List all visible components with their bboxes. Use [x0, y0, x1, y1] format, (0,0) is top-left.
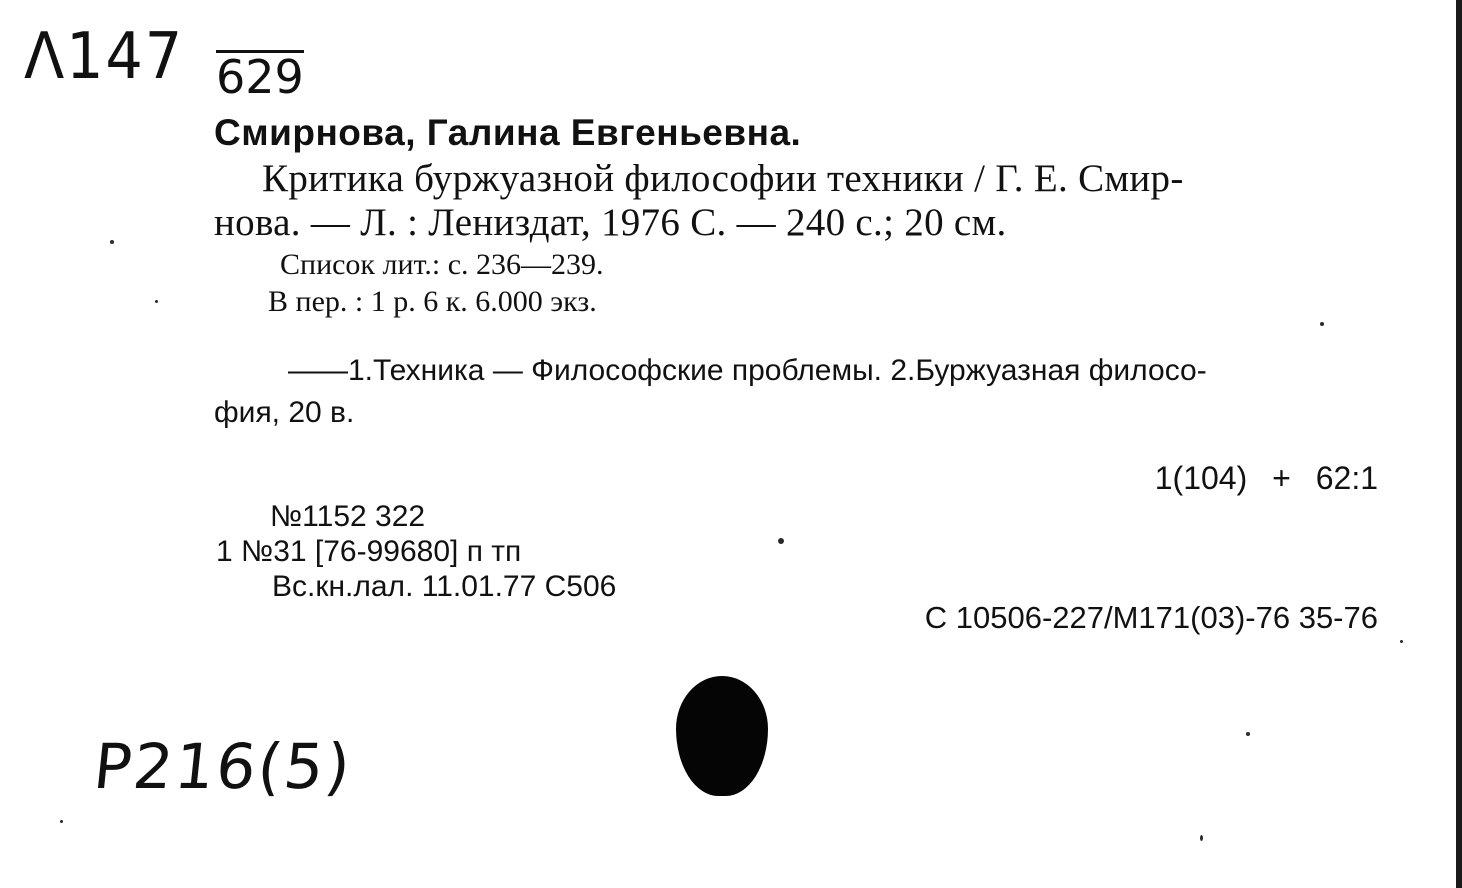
noise-speck [1200, 835, 1203, 841]
call-number-sub: 629 [216, 50, 304, 104]
noise-speck [60, 820, 63, 823]
noise-speck [155, 300, 158, 303]
publisher-code: С 10506-227/М171(03)-76 35-76 [924, 600, 1378, 635]
bibliography-note: Список лит.: с. 236—239. [280, 248, 604, 281]
noise-speck [1246, 732, 1250, 736]
title-line-2: нова. — Л. : Лениздат, 1976 С. — 240 с.; 20 см. [214, 201, 1007, 244]
author-heading: Смирнова, Галина Евгеньевна. [214, 112, 802, 153]
classification-codes: 1(104) + 62:1 [1154, 460, 1378, 496]
noise-speck [778, 538, 784, 544]
print-info-2: 1 №31 [76-99680] п тп [216, 535, 522, 568]
noise-speck [1400, 640, 1403, 643]
price-note: В пер. : 1 р. 6 к. 6.000 экз. [268, 285, 597, 318]
call-number-main: Λ147 [24, 20, 185, 94]
punch-hole [676, 676, 768, 796]
shelf-mark: P216(5) [90, 730, 356, 803]
noise-speck [1320, 322, 1324, 326]
print-info-3: Вс.кн.лал. 11.01.77 С506 [272, 570, 617, 603]
noise-speck [110, 240, 114, 244]
subjects-line-2: фия, 20 в. [214, 396, 355, 429]
print-info-1: №1152 322 [270, 500, 426, 533]
subjects-line-1: ——1.Техника — Философские проблемы. 2.Буржуазная филосо- [288, 354, 1207, 387]
title-line-1: Критика буржуазной философии техники / Г. Е. Смир- [262, 157, 1184, 200]
